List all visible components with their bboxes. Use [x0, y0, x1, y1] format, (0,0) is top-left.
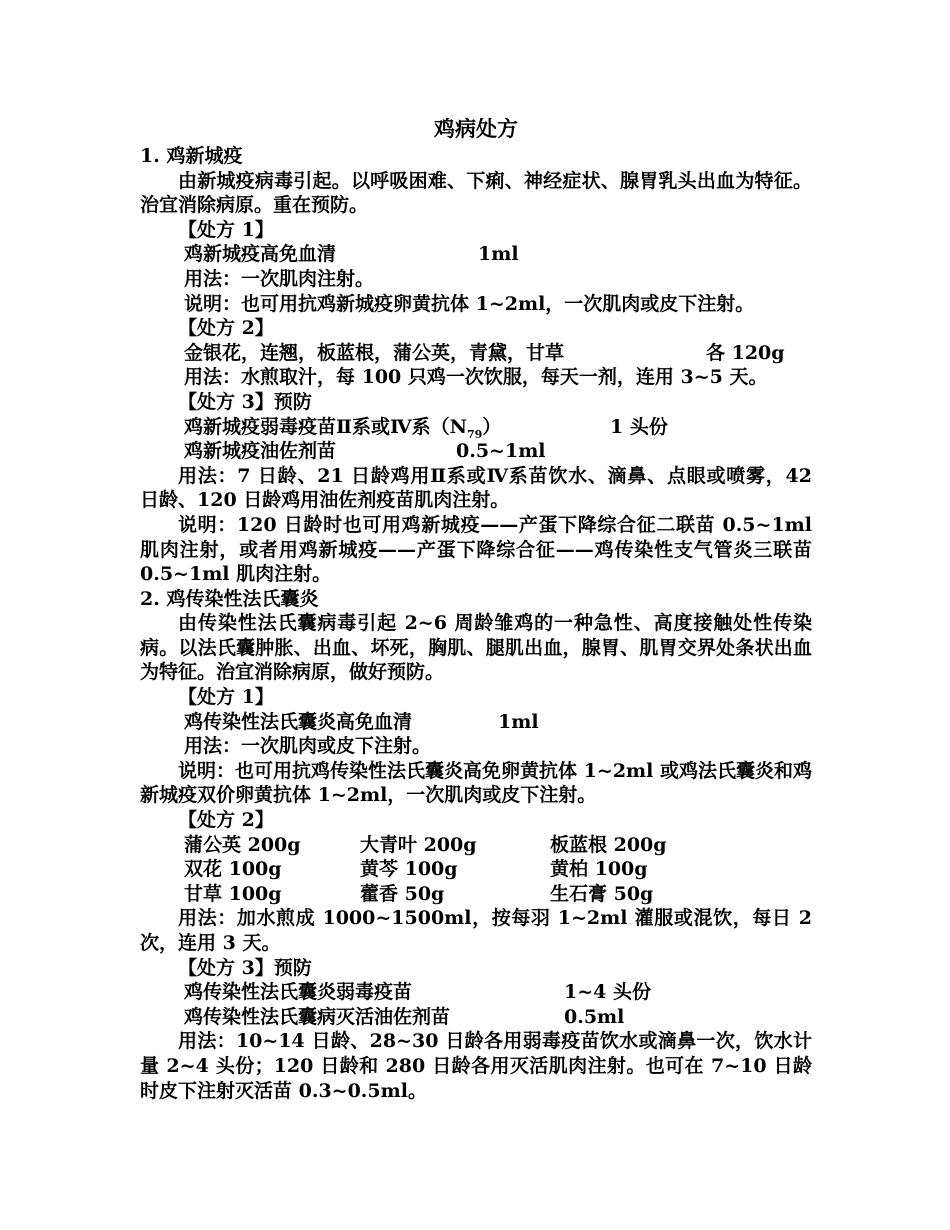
usage-text: 用法：7 日龄、21 日龄鸡用Ⅱ系或Ⅳ系苗饮水、滴鼻、点眼或喷雾，42 日龄、120 日龄鸡用油佐剂疫苗肌肉注射。: [140, 464, 812, 512]
item-dose: 1ml: [478, 243, 519, 266]
prescription-item: [140, 439, 812, 464]
usage-text: 用法：水煎取汁，每 100 只鸡一次饮服，每天一剂，连用 3~5 天。: [184, 366, 768, 389]
item-name: 鸡传染性法氏囊炎弱毒疫苗: [184, 981, 413, 1004]
item-dose: 1~4 头份: [564, 981, 651, 1004]
item-dose: 1ml: [498, 710, 539, 733]
prescription-label: 【处方 1】: [178, 218, 274, 241]
item-dose: 0.5~1ml: [456, 440, 546, 463]
page-title: 鸡病处方: [434, 116, 518, 141]
herb-cell: 板蓝根 200g: [550, 833, 667, 856]
prescription-item: [140, 415, 812, 440]
usage-text: 用法：一次肌肉或皮下注射。: [184, 735, 432, 758]
section-intro-newcastle: 由新城疫病毒引起。以呼吸困难、下痢、神经症状、腺胃乳头出血为特征。治宜消除病原。重在预防。: [140, 169, 812, 217]
herb-row: [140, 857, 812, 882]
prescription-label: 【处方 3】预防: [178, 390, 312, 413]
prescription-item: [140, 341, 812, 366]
prescription-item: [140, 242, 812, 267]
herb-row: [140, 833, 812, 858]
note-text: 说明：也可用抗鸡传染性法氏囊炎高免卵黄抗体 1~2ml 或鸡法氏囊炎和鸡新城疫双价卵黄抗体 1~2ml，一次肌肉或皮下注射。: [140, 759, 812, 807]
herb-row: [140, 882, 812, 907]
item-name: 鸡新城疫油佐剂苗: [184, 440, 337, 463]
item-name: 鸡新城疫弱毒疫苗Ⅱ系或Ⅳ系$(N_{79})$: [184, 415, 502, 441]
section-heading-ibd: 2. 鸡传染性法氏囊炎: [140, 587, 319, 610]
usage-text: 用法：加水煎成 1000~1500ml，按每羽 1~2ml 灌服或混饮，每日 2 次，连用 3 天。: [140, 907, 812, 954]
item-dose: 各 120g: [706, 341, 785, 364]
herb-cell: 甘草 100g: [184, 882, 282, 905]
prescription-item: [140, 1005, 812, 1030]
herb-cell: 生石膏 50g: [550, 882, 654, 905]
section-heading-newcastle: 1. 鸡新城疫: [140, 145, 243, 167]
item-dose: 0.5ml: [564, 1005, 625, 1028]
item-name: 鸡传染性法氏囊炎高免血清: [184, 710, 413, 733]
usage-text: 用法：一次肌肉注射。: [184, 267, 375, 290]
herb-cell: 大青叶 200g: [360, 833, 477, 856]
item-name: 鸡新城疫高免血清: [184, 243, 337, 266]
prescription-label: 【处方 2】: [178, 317, 274, 340]
item-name: 鸡传染性法氏囊病灭活油佐剂苗: [184, 1005, 451, 1028]
usage-text: 用法：10~14 日龄、28~30 日龄各用弱毒疫苗饮水或滴鼻一次，饮水计量 2~4 头份；120 日龄和 280 日龄各用灭活肌肉注射。也可在 7~10 日龄时皮下注射灭活苗 0.3~0.5ml。: [140, 1030, 812, 1102]
note-text: 说明：120 日龄时也可用鸡新城疫——产蛋下降综合征二联苗 0.5~1ml 肌肉注射，或者用鸡新城疫——产蛋下降综合征——鸡传染性支气管炎三联苗 0.5~1ml 肌肉注射。: [140, 513, 812, 586]
note-text: 说明：也可用抗鸡新城疫卵黄抗体 1~2ml，一次肌肉或皮下注射。: [184, 292, 755, 315]
item-dose: 1 头份: [610, 415, 668, 438]
prescription-item: [140, 710, 812, 735]
herb-cell: 双花 100g: [184, 858, 282, 881]
document-page: [140, 114, 812, 1103]
section-intro-ibd: 由传染性法氏囊病毒引起 2~6 周龄雏鸡的一种急性、高度接触处性传染病。以法氏囊肿胀、出血、坏死，胸肌、腿肌出血，腺胃、肌胃交界处条状出血为特征。治宜消除病原，做好预防。: [140, 612, 812, 684]
herb-cell: 黄柏 100g: [550, 858, 648, 881]
prescription-item: [140, 980, 812, 1005]
item-name: 金银花，连翘，板蓝根，蒲公英，青黛，甘草: [184, 341, 565, 364]
herb-cell: 黄芩 100g: [360, 858, 458, 881]
prescription-label: 【处方 3】预防: [178, 956, 312, 979]
herb-cell: 藿香 50g: [360, 882, 445, 905]
herb-cell: 蒲公英 200g: [184, 833, 301, 856]
prescription-label: 【处方 2】: [178, 809, 274, 832]
prescription-label: 【处方 1】: [178, 686, 274, 709]
